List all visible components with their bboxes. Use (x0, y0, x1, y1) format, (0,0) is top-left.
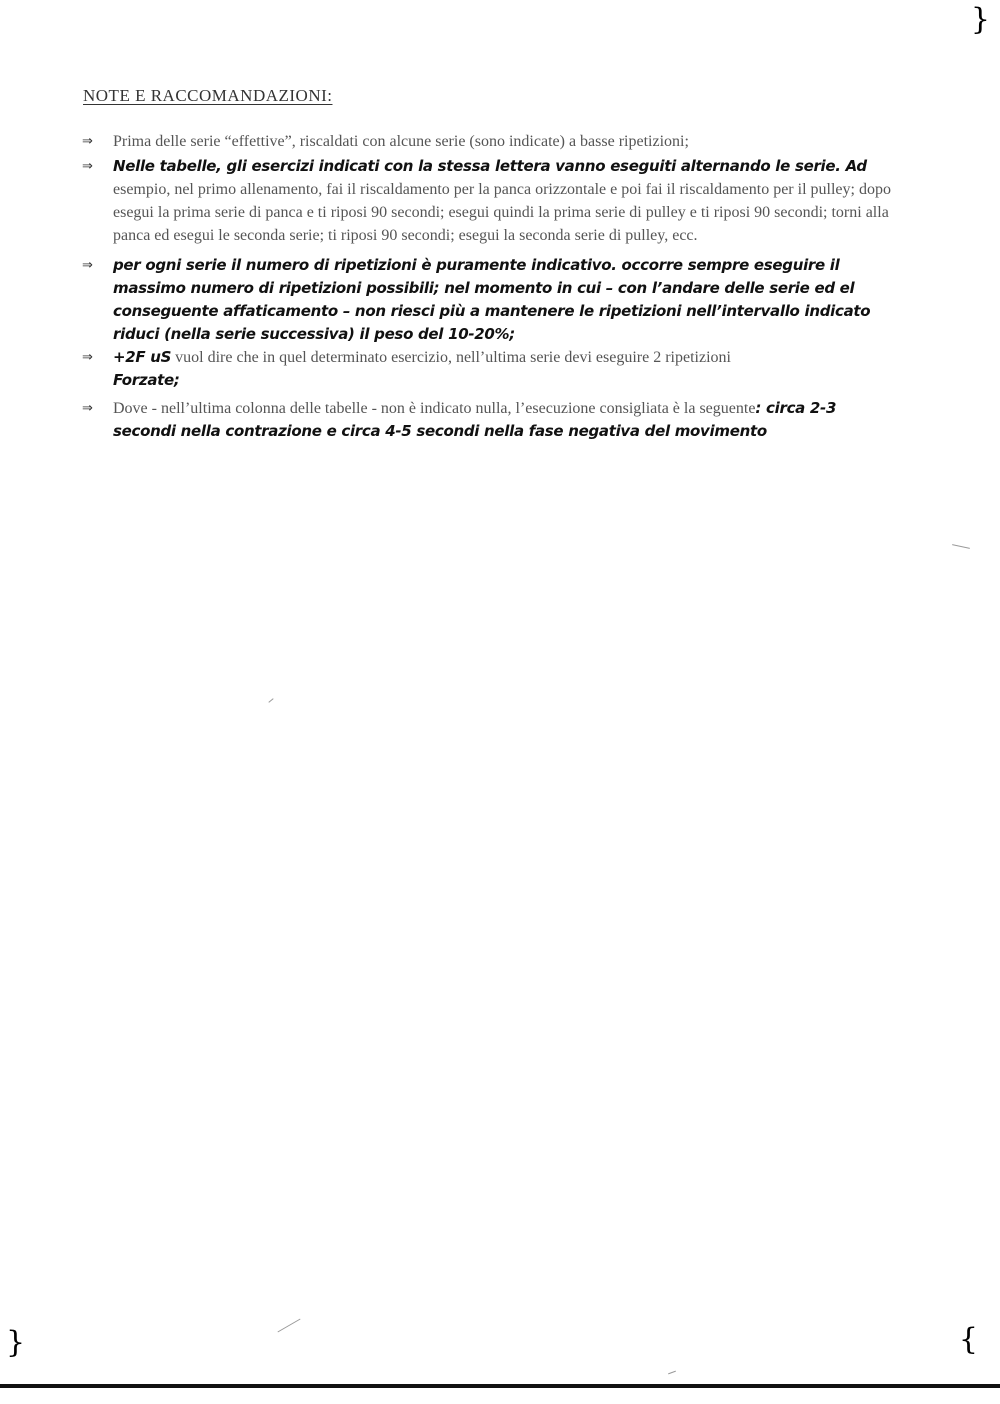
scan-speck (277, 1319, 300, 1333)
notes-list (82, 130, 892, 443)
note-item (82, 397, 892, 443)
scan-speck (668, 1371, 676, 1375)
note-item (82, 155, 892, 247)
note-handwritten-text: Nelle tabelle, gli esercizi indicati con la stessa lettera vanno eseguiti alternando le serie. Ad (113, 157, 867, 175)
margin-bracket-bottom-right: { (958, 1322, 978, 1357)
note-handwritten-text: +2F uS (113, 348, 172, 366)
note-printed-text: vuol dire che in quel determinato esercizio, nell’ultima serie devi eseguire 2 ripetizioni (171, 349, 731, 366)
scan-bottom-edge (0, 1384, 1000, 1388)
note-printed-text: Prima delle serie “effettive”, riscaldati con alcune serie (sono indicate) a basse ripetizioni; (113, 133, 689, 150)
arrow-bullet-icon: ⇒ (82, 258, 93, 273)
arrow-bullet-icon: ⇒ (82, 134, 93, 149)
margin-bracket-top-right: } (970, 2, 990, 37)
note-handwritten-text: : circa 2-3 secondi nella contrazione e circa 4-5 secondi nella fase negativa del movimento (113, 399, 837, 440)
arrow-bullet-icon: ⇒ (82, 159, 93, 174)
page-title: NOTE E RACCOMANDAZIONI: (83, 86, 333, 105)
note-item (82, 254, 892, 346)
note-item (82, 130, 892, 153)
note-handwritten-text: Forzate; (113, 371, 180, 389)
note-item (82, 346, 892, 392)
scan-speck (268, 698, 273, 703)
arrow-bullet-icon: ⇒ (82, 350, 93, 365)
scan-speck (952, 544, 970, 549)
note-printed-text: esempio, nel primo allenamento, fai il riscaldamento per la panca orizzontale e poi fai il riscaldamento per il pulley; dopo esegui la prima serie di panca e ti riposi 90 secondi; esegui quindi la prima serie di pulley e ti riposi 90 secondi; torni alla panca ed esegui le seconda serie; ti riposi 90 secondi; esegui la seconda serie di pulley, ecc. (113, 181, 891, 244)
margin-bracket-bottom-left: } (6, 1325, 26, 1360)
note-handwritten-text: per ogni serie il numero di ripetizioni è puramente indicativo. occorre sempre eseguire il massimo numero di ripetizioni possibili; nel momento in cui – con l’andare delle serie ed el conseguente affaticamento – non riesci più a mantenere le ripetizioni nell’intervallo indicato riduci (nella serie successiva) il peso del 10-20%; (113, 256, 871, 343)
note-printed-text: Dove - nell’ultima colonna delle tabelle - non è indicato nulla, l’esecuzione consigliata è la seguente (113, 400, 756, 417)
arrow-bullet-icon: ⇒ (82, 401, 93, 416)
